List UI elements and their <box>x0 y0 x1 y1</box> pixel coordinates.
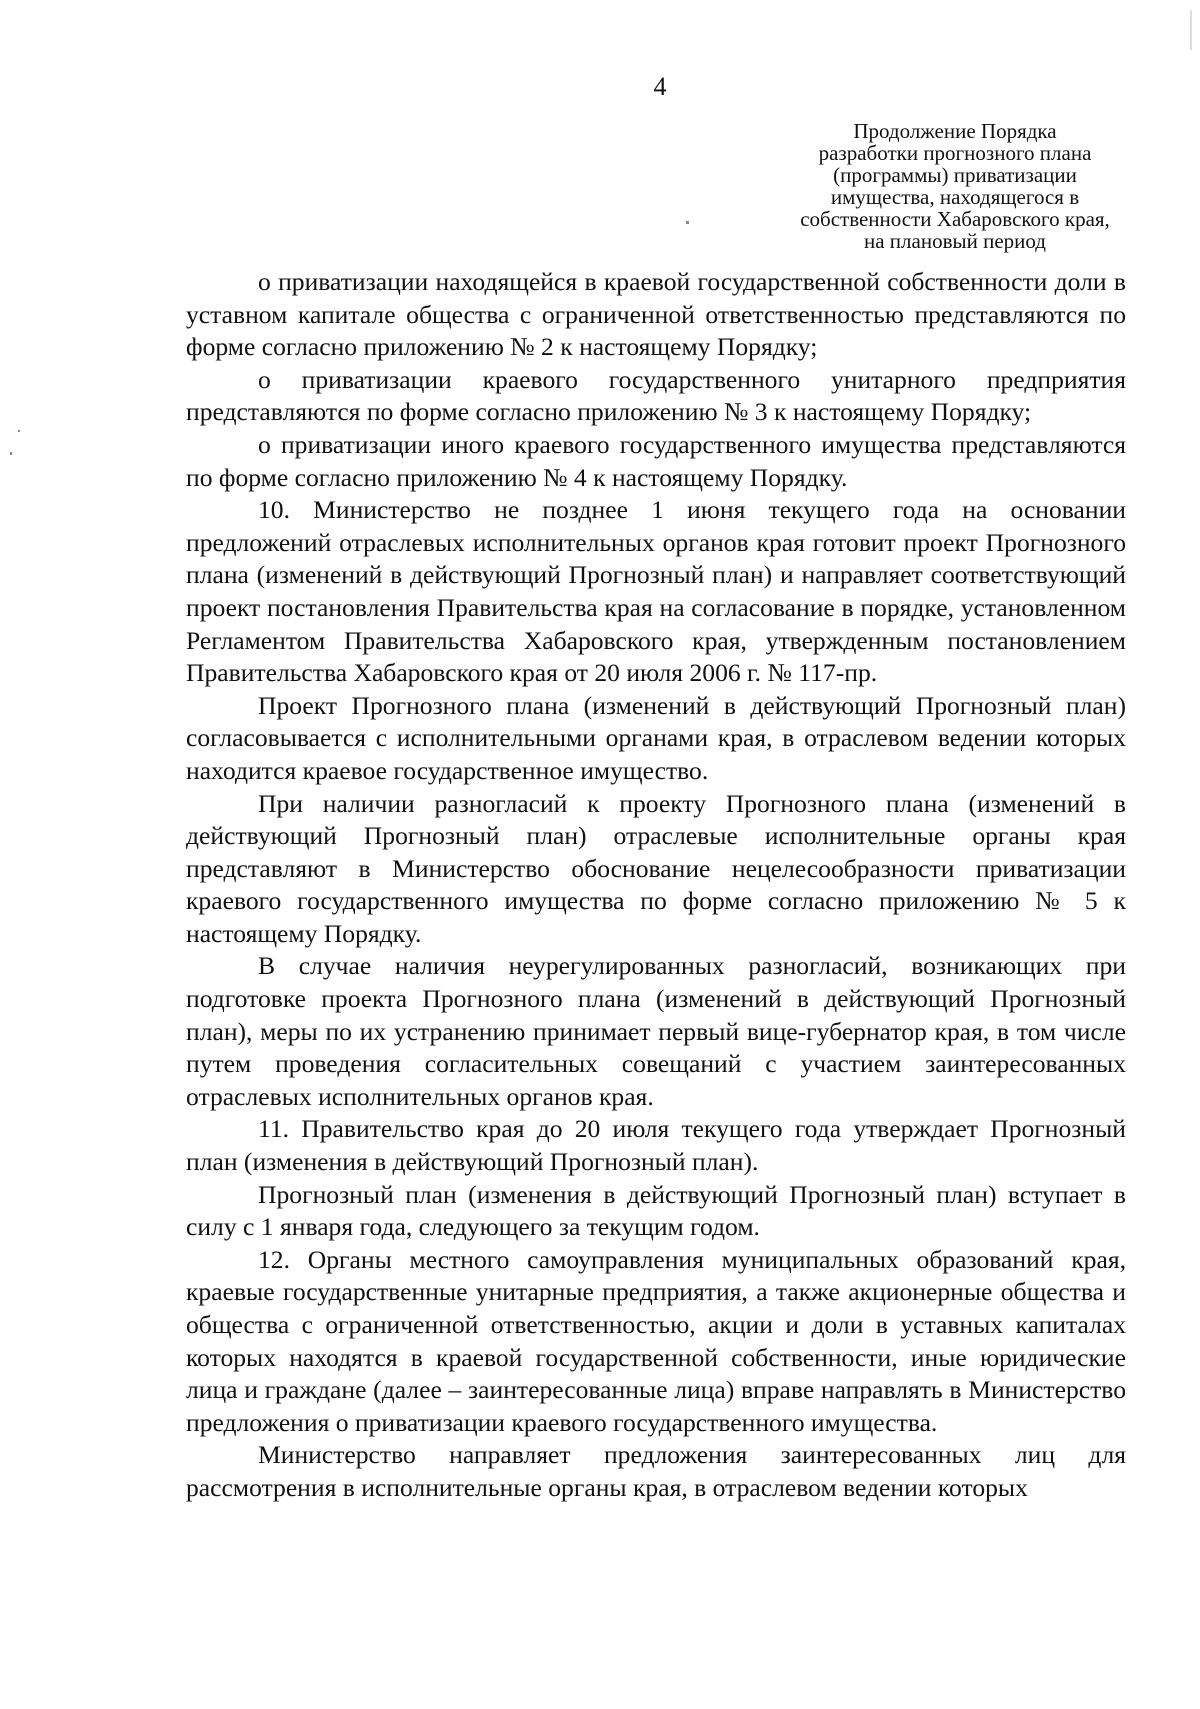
scan-speck <box>1190 10 1192 50</box>
paragraph: В случае наличия неурегулированных разногласий, возникающих при подготовке проекта Прогнозного плана (изменений в действующий Прогнозный план), меры по их устранению принимает первый вице-губернатор края, в том числе путем проведения согласительных совещаний с участием заинтересованных отраслевых исполнительных органов края. <box>186 951 1126 1111</box>
header-line: имущества, находящегося в <box>830 185 1080 209</box>
paragraph: При наличии разногласий к проекту Прогнозного плана (изменений в действующий Прогнозный план) отраслевые исполнительные органы края представляют в Министерство обоснование нецелесообразности приватизации краевого государственного имущества по форме согласно приложению № 5 к настоящему Порядку. <box>186 788 1126 948</box>
paragraph: о приватизации находящейся в краевой государственной собственности доли в уставном капитале общества с ограниченной ответственностью представляются по форме согласно приложению № 2 к настоящему Порядку; <box>186 267 1126 362</box>
header-line: (программы) приватизации <box>833 163 1077 187</box>
header-line: на плановый период <box>864 229 1046 253</box>
scan-speck <box>686 221 689 224</box>
document-body <box>186 266 1126 1505</box>
page-number: 4 <box>653 72 667 101</box>
paragraph: 10. Министерство не позднее 1 июня текущего года на основании предложений отраслевых исполнительных органов края готовит проект Прогнозного плана (изменений в действующий Прогнозный план) и направляет соответствующий проект постановления Правительства края на согласование в порядке, установленном Регламентом Правительства Хабаровского края, утвержденным постановлением Правительства Хабаровского края от 20 июля 2006 г. № 117-пр. <box>186 495 1126 688</box>
paragraph: о приватизации иного краевого государственного имущества представляются по форме согласно приложению № 4 к настоящему Порядку. <box>186 429 1126 492</box>
paragraph: 12. Органы местного самоуправления муниципальных образований края, краевые государственные унитарные предприятия, а также акционерные общества и общества с ограниченной ответственностью, акции и доли в уставных капиталах которых находятся в краевой государственной собственности, иные юридические лица и граждане (далее – заинтересованные лица) вправе направлять в Министерство предложения о приватизации краевого государственного имущества. <box>186 1244 1126 1437</box>
paragraph: 11. Правительство края до 20 июля текущего года утверждает Прогнозный план (изменения в действующий Прогнозный план). <box>186 1114 1126 1177</box>
document-header <box>755 120 1155 252</box>
scan-speck <box>10 452 12 455</box>
paragraph: Министерство направляет предложения заинтересованных лиц для рассмотрения в исполнительные органы края, в отраслевом ведении которых <box>186 1440 1126 1502</box>
scan-speck <box>18 430 20 432</box>
paragraph: о приватизации краевого государственного унитарного предприятия представляются по форме согласно приложению № 3 к настоящему Порядку; <box>186 364 1126 427</box>
paragraph: Проект Прогнозного плана (изменений в действующий Прогнозный план) согласовывается с исполнительными органами края, в отраслевом ведении которых находится краевое государственное имущество. <box>186 690 1126 785</box>
header-line: Продолжение Порядка <box>853 119 1057 143</box>
header-line: собственности Хабаровского края, <box>800 207 1110 231</box>
paragraph: Прогнозный план (изменения в действующий Прогнозный план) вступает в силу с 1 января года, следующего за текущим годом. <box>186 1179 1126 1242</box>
header-line: разработки прогнозного плана <box>818 141 1092 165</box>
